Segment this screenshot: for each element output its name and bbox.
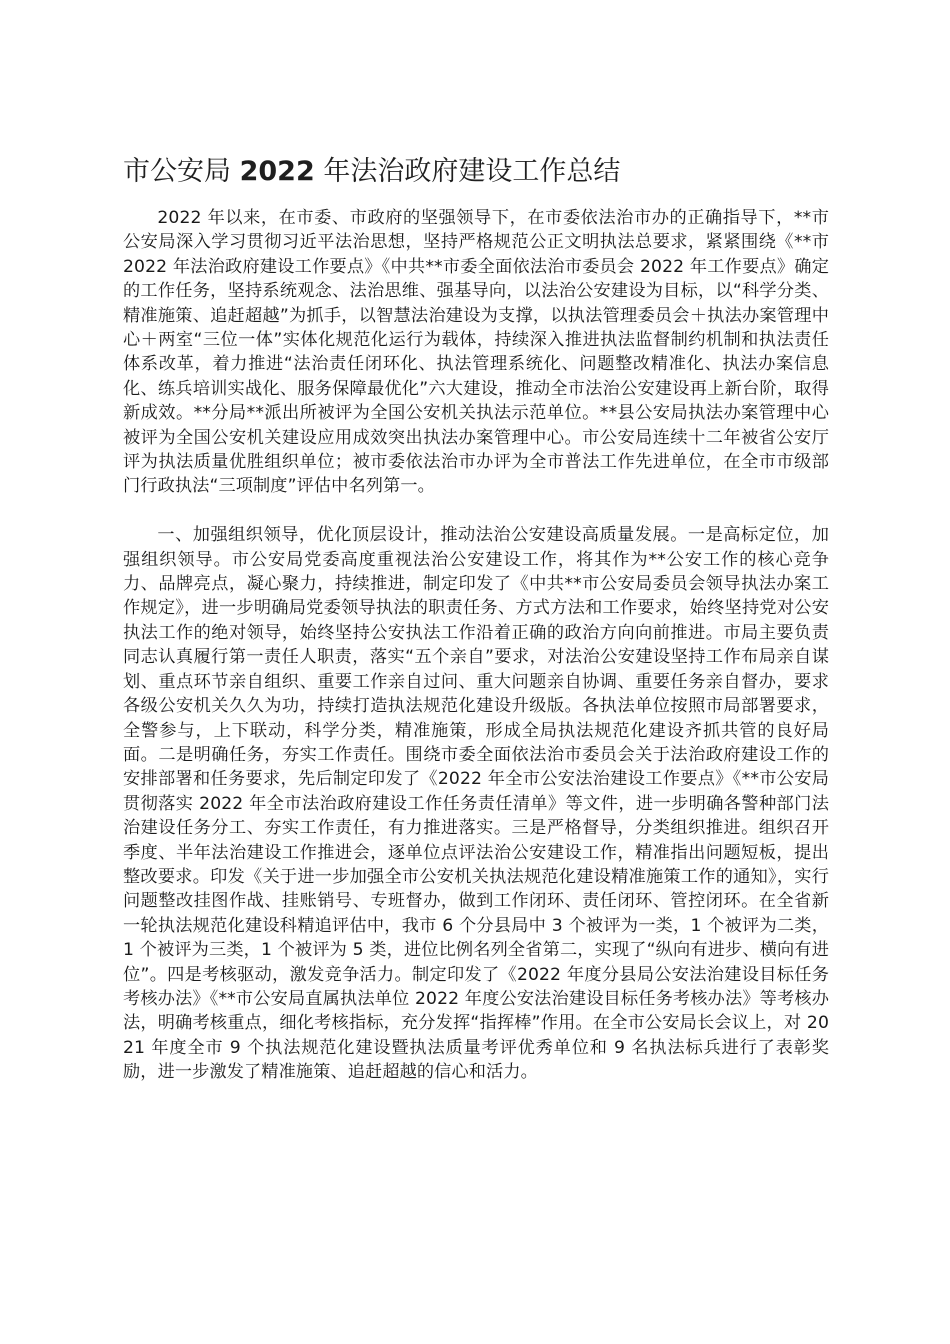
- document-title: [123, 152, 620, 192]
- paragraph-section-1: 一、加强组织领导，优化顶层设计，推动法治公安建设高质量发展。一是高标定位，加强组织领导。市公安局党委高度重视法治公安建设工作，将其作为**公安工作的核心竞争力、品牌亮点，凝心聚力，持续推进，制定印发了《中共**市公安局委员会领导执法办案工作规定》，进一步明确局党委领导执法的职责任务、方式方法和工作要求，始终坚持党对公安执法工作的绝对领导，始终坚持公安执法工作沿着正确的政治方向向前推进。市局主要负责同志认真履行第一责任人职责，落实“五个亲自”要求，对法治公安建设坚持工作布局亲自谋划、重点环节亲自组织、重要工作亲自过问、重大问题亲自协调、重要任务亲自督办，要求各级公安机关久久为功，持续打造执法规范化建设升级版。各执法单位按照市局部署要求，全警参与，上下联动，科学分类，精准施策，形成全局执法规范化建设齐抓共管的良好局面。二是明确任务，夯实工作责任。围绕市委全面依法治市委员会关于法治政府建设工作的安排部署和任务要求，先后制定印发了《2022 年全市公安法治建设工作要点》《**市公安局贯彻落实 2022 年全市法治政府建设工作任务责任清单》等文件，进一步明确各警种部门法治建设任务分工、夯实工作责任，有力推进落实。三是严格督导，分类组织推进。组织召开季度、半年法治建设工作推进会，逐单位点评法治公安建设工作，精准指出问题短板，提出整改要求。印发《关于进一步加强全市公安机关执法规范化建设精准施策工作的通知》，实行问题整改挂图作战、挂账销号、专班督办，做到工作闭环、责任闭环、管控闭环。在全省新一轮执法规范化建设科精追评估中，我市 6 个分县局中 3 个被评为一类，1 个被评为二类，1 个被评为三类，1 个被评为 5 类，进位比例名列全省第二，实现了“纵向有进步、横向有进位”。四是考核驱动，激发竞争活力。制定印发了《2022 年度分县局公安法治建设目标任务考核办法》《**市公安局直属执法单位 2022 年度公安法治建设目标任务考核办法》等考核办法，明确考核重点，细化考核指标，充分发挥“指挥棒”作用。在全市公安局长会议上，对 2021 年度全市 9 个执法规范化建设暨执法质量考评优秀单位和 9 名执法标兵进行了表彰奖励，进一步激发了精准施策、追赶超越的信心和活力。: [123, 525, 829, 1083]
- title-year: 2022: [239, 156, 315, 187]
- title-prefix: 市公安局: [123, 156, 231, 187]
- paragraph-intro: 2022 年以来，在市委、市政府的坚强领导下，在市委依法治市办的正确指导下，**市公安局深入学习贯彻习近平法治思想，坚持严格规范公正文明执法总要求，紧紧围绕《**市 2022 年法治政府建设工作要点》《中共**市委全面依法治市委员会 2022 年工作要点》确定的工作任务，坚持系统观念、法治思维、强基导向，以法治公安建设为目标，以“科学分类、精准施策、追赶超越”为抓手，以智慧法治建设为支撑，以执法管理委员会＋执法办案管理中心＋两室“三位一体”实体化规范化运行为载体，持续深入推进执法监督制约机制和执法责任体系改革，着力推进“法治责任闭环化、执法管理系统化、问题整改精准化、执法办案信息化、练兵培训实战化、服务保障最优化”六大建设，推动全市法治公安建设再上新台阶，取得新成效。**分局**派出所被评为全国公安机关执法示范单位。**县公安局执法办案管理中心被评为全国公安机关建设应用成效突出执法办案管理中心。市公安局连续十二年被省公安厅评为执法质量优胜组织单位；被市委依法治市办评为全市普法工作先进单位，在全市市级部门行政执法“三项制度”评估中名列第一。: [123, 208, 829, 497]
- title-suffix: 年法治政府建设工作总结: [323, 156, 621, 187]
- document-body: [123, 206, 829, 1085]
